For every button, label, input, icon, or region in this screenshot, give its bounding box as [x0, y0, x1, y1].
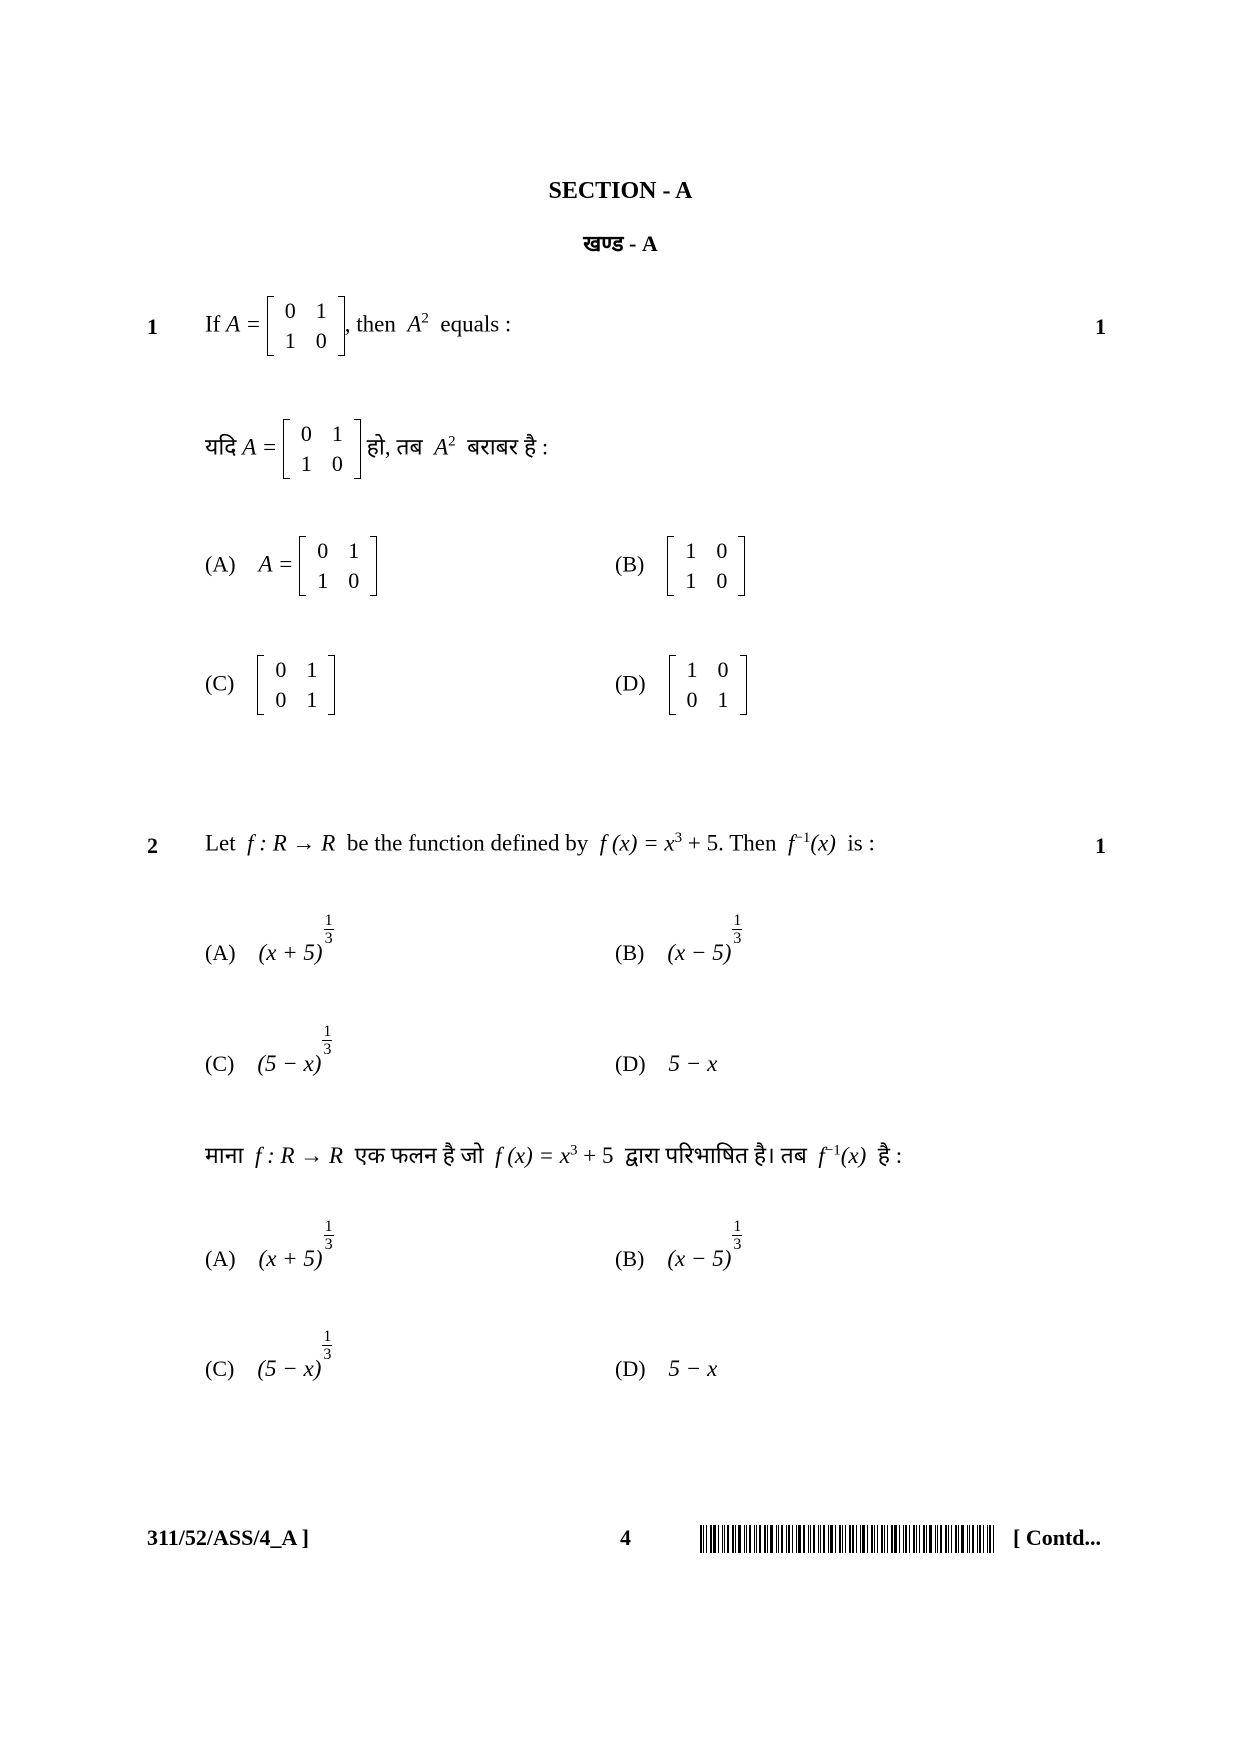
- barcode-bar: [798, 1525, 801, 1553]
- barcode-bar: [764, 1525, 766, 1553]
- barcode-bar: [891, 1525, 893, 1553]
- q2-hindi-option-b[interactable]: (B) (x − 5) $\frac{1}{3}$: [615, 1218, 742, 1271]
- question-number: 2: [147, 833, 158, 858]
- q2-hindi-text: माना f : R → R एक फलन है जो f $(x) = x^3 + 5$ द्वारा परिभाषित है। तब $f^{-1}(x)$ है :: [205, 1142, 903, 1168]
- barcode-bar: [926, 1525, 927, 1553]
- barcode-bar: [935, 1525, 936, 1553]
- barcode-bar: [955, 1525, 957, 1553]
- barcode-bar: [845, 1525, 846, 1553]
- barcode-bar: [894, 1525, 897, 1553]
- q2-english-text: Let f : R → R be the function defined by f $(x) = x^3 + 5$. Then $f^{-1}(x)$ is :: [205, 830, 875, 856]
- question-number: 1: [147, 314, 158, 339]
- barcode-bar: [710, 1525, 712, 1553]
- barcode-bar: [958, 1525, 959, 1553]
- q2-option-a[interactable]: (A) (x + 5) $\frac{1}{3}$: [205, 912, 333, 965]
- barcode-bar: [877, 1525, 878, 1553]
- q1-english-text: If A = 0 1 1 0 , then $A^2$ equals :: [205, 296, 511, 356]
- barcode-bar: [979, 1525, 981, 1553]
- barcode-bar: [887, 1525, 888, 1553]
- q2-hindi-option-d[interactable]: (D) 5 − x: [615, 1356, 718, 1381]
- q1-matrix-hindi: 0 1 1 0: [283, 419, 361, 479]
- barcode-bar: [738, 1525, 741, 1553]
- barcode-bar: [909, 1525, 910, 1553]
- barcode-bar: [724, 1525, 725, 1553]
- barcode-bar: [754, 1525, 755, 1553]
- barcode-bar: [722, 1525, 723, 1553]
- page-number: 4: [620, 1525, 631, 1550]
- barcode-bar: [756, 1525, 757, 1553]
- q2-option-b[interactable]: (B) (x − 5) $\frac{1}{3}$: [615, 912, 742, 965]
- q2-option-d[interactable]: (D) 5 − x: [615, 1051, 718, 1076]
- question-marks: 1: [1095, 833, 1106, 858]
- barcode-bar: [905, 1525, 907, 1553]
- contd-label: [ Contd...: [1013, 1525, 1102, 1550]
- barcode-bar: [700, 1525, 702, 1553]
- barcode-bar: [835, 1525, 836, 1553]
- barcode-bar: [919, 1525, 920, 1553]
- barcode-bar: [813, 1525, 815, 1553]
- barcode-bar: [749, 1525, 751, 1553]
- q1-matrix: 0 1 1 0: [267, 296, 345, 356]
- q1-lhs: A =: [226, 311, 261, 337]
- barcode-bar: [820, 1525, 821, 1553]
- q1-option-b[interactable]: (B) 1 0 1 0: [615, 536, 745, 596]
- barcode-bar: [818, 1525, 819, 1553]
- q1-option-a[interactable]: (A) A = 0 1 1 0: [205, 536, 377, 596]
- q1-option-c[interactable]: (C) 0 1 0 1: [205, 655, 335, 715]
- barcode-bar: [871, 1525, 873, 1553]
- barcode-bar: [767, 1525, 768, 1553]
- barcode-bar: [778, 1525, 779, 1553]
- barcode-bar: [929, 1525, 932, 1553]
- barcode-bar: [839, 1525, 841, 1553]
- barcode-bar: [948, 1525, 949, 1553]
- barcode-bar: [828, 1525, 829, 1553]
- barcode-bar: [744, 1525, 745, 1553]
- barcode-bar: [808, 1525, 809, 1553]
- barcode-bar: [884, 1525, 885, 1553]
- barcode-bar: [945, 1525, 947, 1553]
- barcode-bar: [899, 1525, 900, 1553]
- barcode-bar: [849, 1525, 851, 1553]
- barcode-bar: [967, 1525, 968, 1553]
- barcode-bar: [856, 1525, 857, 1553]
- barcode-bar: [923, 1525, 925, 1553]
- barcode-bar: [993, 1525, 994, 1553]
- section-title-hindi: खण्ड - A: [583, 231, 658, 256]
- question-marks: 1: [1095, 314, 1106, 339]
- barcode-bar: [937, 1525, 938, 1553]
- q1-then: , then: [344, 311, 396, 337]
- barcode-bar: [862, 1525, 865, 1553]
- barcode-bar: [830, 1525, 833, 1553]
- barcode-bar: [940, 1525, 942, 1553]
- q1-equals: equals :: [440, 311, 512, 337]
- barcode-bar: [713, 1525, 716, 1553]
- barcode-bar: [732, 1525, 734, 1553]
- barcode-bar: [881, 1525, 883, 1553]
- barcode-bar: [810, 1525, 811, 1553]
- barcode: [700, 1525, 1000, 1553]
- barcode-bar: [803, 1525, 805, 1553]
- barcode-bar: [961, 1525, 964, 1553]
- barcode-bar: [852, 1525, 854, 1553]
- q2-option-c[interactable]: (C) (5 − x) $\frac{1}{3}$: [205, 1023, 332, 1076]
- barcode-bar: [788, 1525, 790, 1553]
- barcode-bar: [874, 1525, 875, 1553]
- barcode-bar: [727, 1525, 729, 1553]
- barcode-bar: [951, 1525, 952, 1553]
- q2-hindi-option-a[interactable]: (A) (x + 5) $\frac{1}{3}$: [205, 1218, 333, 1271]
- barcode-bar: [776, 1525, 777, 1553]
- barcode-bar: [860, 1525, 861, 1553]
- paper-code: 311/52/ASS/4_A ]: [147, 1525, 309, 1550]
- barcode-bar: [842, 1525, 843, 1553]
- q1-if: If: [205, 311, 221, 337]
- barcode-bar: [969, 1525, 970, 1553]
- barcode-bar: [770, 1525, 773, 1553]
- barcode-bar: [867, 1525, 868, 1553]
- barcode-bar: [735, 1525, 736, 1553]
- q1-option-d[interactable]: (D) 1 0 0 1: [615, 655, 747, 715]
- barcode-bar: [781, 1525, 783, 1553]
- q1-hindi-text: यदि A = 0 1 1 0 हो, तब $A^2$ बराबर है :: [205, 419, 548, 479]
- barcode-bar: [972, 1525, 974, 1553]
- barcode-bar: [823, 1525, 825, 1553]
- barcode-bar: [983, 1525, 984, 1553]
- barcode-bar: [718, 1525, 719, 1553]
- barcode-bar: [977, 1525, 978, 1553]
- barcode-bar: [903, 1525, 904, 1553]
- barcode-bar: [916, 1525, 917, 1553]
- barcode-bar: [786, 1525, 787, 1553]
- barcode-bar: [759, 1525, 761, 1553]
- barcode-bar: [706, 1525, 707, 1553]
- barcode-bar: [796, 1525, 797, 1553]
- barcode-bar: [987, 1525, 988, 1553]
- barcode-bar: [913, 1525, 915, 1553]
- q2-hindi-option-c[interactable]: (C) (5 − x) $\frac{1}{3}$: [205, 1328, 332, 1381]
- barcode-bar: [746, 1525, 747, 1553]
- barcode-bar: [703, 1525, 704, 1553]
- barcode-bar: [989, 1525, 991, 1553]
- section-title: SECTION - A: [548, 178, 693, 204]
- barcode-bar: [792, 1525, 793, 1553]
